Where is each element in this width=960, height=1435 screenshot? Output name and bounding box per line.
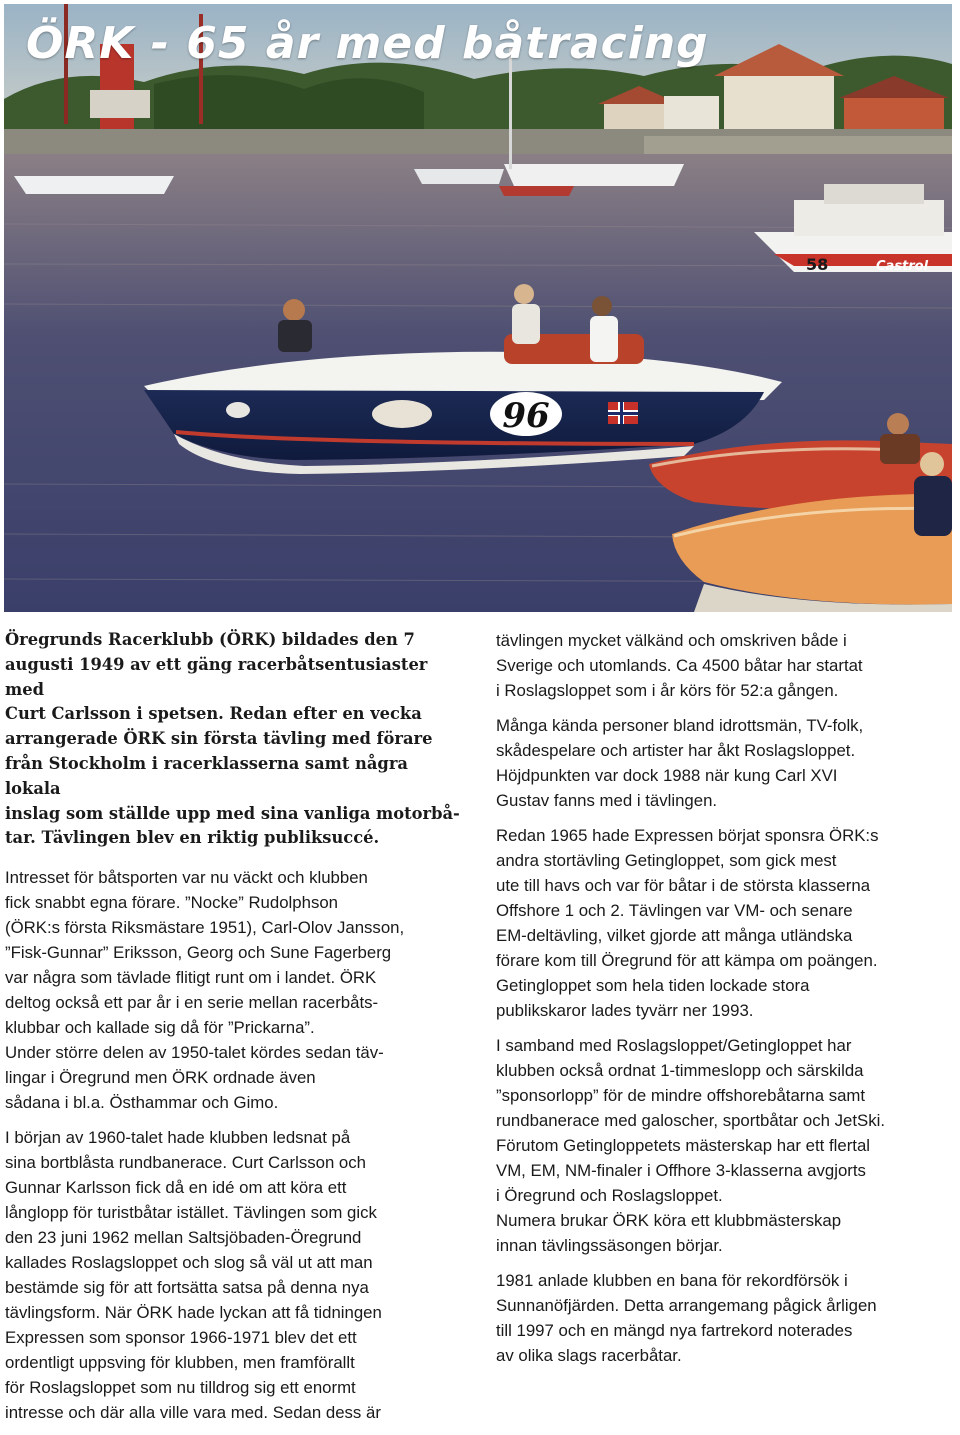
page-title: ÖRK - 65 år med båtracing: [26, 18, 709, 69]
article-paragraph: I början av 1960-talet hade klubben ledsnat på sina bortblåsta rundbanerace. Curt Carlsson och Gunnar Karlsson fick då en idé om att köra ett långlopp för turistbåtar istället. Tävlingen som gick den 23 juni 1962 mellan Saltsjöbaden-Öregrund kallades Roslagsloppet och slog så väl ut att man bestämde sig för att fortsätta satsa på denna nya tävlingsform. När ÖRK hade lyckan att få tidningen Expressen som sponsor 1966-1971 blev det ett ordentligt uppsving för klubben, men framförallt för Roslagsloppet som nu tilldrog sig ett enormt intresse och där alla ville vara med. Sedan dess är: [5, 1128, 382, 1423]
article-paragraph: I samband med Roslagsloppet/Getingloppet har klubben också ordnat 1-timmeslopp och särskilda ”sponsorlopp” för de mindre offshorebåtarna samt rundbanerace med galoscher, sportbåtar och JetSki. Förutom Getingloppetets mästerskap har ett flertal VM, EM, NM-finaler i Offhore 3-klasserna avgjorts i Öregrund och Roslagsloppet. Numera brukar ÖRK köra ett klubbmästerskap innan tävlingssäsongen börjar.: [496, 1036, 885, 1255]
boat-number: 96: [502, 396, 550, 436]
article-paragraph: 1981 anlade klubben en bana för rekordförsök i Sunnanöfjärden. Detta arrangemang pågick årligen till 1997 och en mängd nya fartrekord noterades av olika slags racerbåtar.: [496, 1271, 877, 1365]
article-paragraph: Intresset för båtsporten var nu väckt och klubben fick snabbt egna förare. ”Nocke” Rudolphson (ÖRK:s första Riksmästare 1951), Carl-Olov Jansson, ”Fisk-Gunnar” Eriksson, Georg och Sune Fagerberg var några som tävlade flitigt runt om i landet. ÖRK deltog också ett par år i en serie mellan racerbåts- klubbar och kallade sig då för ”Prickarna”. Under större delen av 1950-talet kördes sedan täv- lingar i Öregrund men ÖRK ordnade även sådana i bl.a. Östhammar och Gimo.: [5, 868, 405, 1113]
article-left-column: [5, 628, 465, 1435]
rear-boat-brand: Castrol: [876, 259, 929, 274]
article-lead: Öregrunds Racerklubb (ÖRK) bildades den 7 augusti 1949 av ett gäng racerbåtsentusiaster med Curt Carlsson i spetsen. Redan efter en vecka arrangerade ÖRK sin första tävling med förare från Stockholm i racerklasserna samt några lokala inslag som ställde upp med sina vanliga motorbå- tar. Tävlingen blev en riktig publiksuccé.: [5, 630, 460, 848]
harbor-boats-photo: [4, 4, 952, 612]
article-paragraph: Redan 1965 hade Expressen börjat sponsra ÖRK:s andra stortävling Getingloppet, som gick mest ute till havs och var för båtar i de största klasserna Offshore 1 och 2. Tävlingen var VM- och senare EM-deltävling, vilket gjorde att många utländska förare kom till Öregrund för att kämpa om poängen. Getingloppet som hela tiden lockade stora publikskaror lades tyvärr ner 1993.: [496, 826, 879, 1020]
article-paragraph: tävlingen mycket välkänd och omskriven både i Sverige och utomlands. Ca 4500 båtar har startat i Roslagsloppet som i år körs för 52:a gången.: [496, 631, 863, 700]
article-paragraph: Många kända personer bland idrottsmän, TV-folk, skådespelare och artister har åkt Roslagsloppet. Höjdpunkten var dock 1988 när kung Carl XVI Gustav fanns med i tävlingen.: [496, 716, 864, 810]
article-right-column: [496, 628, 954, 1378]
rear-boat-number: 58: [806, 255, 829, 274]
header-photo: [4, 4, 952, 612]
